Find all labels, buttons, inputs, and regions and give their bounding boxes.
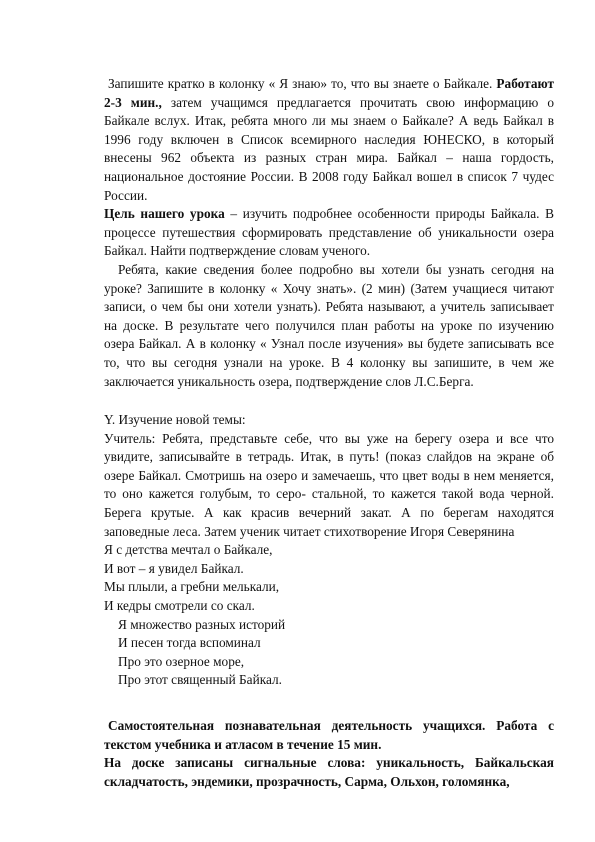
poem-line: Я множество разных историй (118, 616, 286, 632)
instruction-know: Запишите кратко в колонку « Я знаю» то, что вы знаете о Байкале. (108, 76, 493, 91)
lesson-goal-text: – изучить подробнее особенности природы Байкала. В процессе путешествия сформировать представление об уникальности озера Байкал. Найти подтверждение словам ученого. (104, 206, 554, 259)
paragraph-independent-work (104, 717, 554, 754)
paragraph-know-column (104, 75, 554, 205)
poem (104, 541, 554, 690)
want-to-know-text: Ребята, какие сведения более подробно вы хотели бы узнать сегодня на уроке? Запишите в колонку « Хочу знать». (2 мин) (Затем учащиеся читают записи, о чем бы они хотели узнать). Ребята называют, а учитель записывает на доске. В результате чего получился план работы на уроке по изучению озера Байкал. А в колонку « Узнал после изучения» вы будете записывать все то, что вы сегодня узнали на уроке. В 4 колонку вы запишите, в чем же заключается уникальность озера, подтверждение слов Л.С.Берга. (104, 261, 554, 389)
paragraph-teacher: Учитель: Ребята, представьте себе, что вы уже на берегу озера и все что увидите, записывайте в тетрадь. Итак, в путь! (показ слайдов на экране об озере Байкал. Смотришь на озеро и замечаешь, что цвет воды в нем меняется, то оно кажется голубым, то серо- стальной, то кажется такой вода черной. Берега крутые. А как красив вечерний закат. А по берегам находятся заповедные леса. Затем ученик читает стихотворение Игоря Северянина (104, 430, 554, 539)
poem-line: И вот – я увидел Байкал. (104, 560, 244, 576)
paragraph-lesson-goal (104, 205, 554, 261)
paragraph-want-to-know (104, 261, 554, 391)
lesson-goal-label: Цель нашего урока (104, 206, 225, 222)
independent-work-text: Самостоятельная познавательная деятельность учащихся. Работа с текстом учебника и атласом в течение 15 мин. (104, 718, 554, 752)
poem-line: И кедры смотрели со скал. (104, 598, 255, 614)
poem-line: И песен тогда вспоминал (118, 635, 261, 651)
section-heading: Y. Изучение новой темы: (104, 412, 246, 428)
paragraph-signal-words: На доске записаны сигнальные слова: уникальность, Байкальская складчатость, эндемики, прозрачность, Сарма, Ольхон, голомянка, (104, 755, 554, 789)
poem-line: Я с детства мечтал о Байкале, (104, 542, 273, 558)
poem-line: Мы плыли, а гребни мелькали, (104, 579, 280, 595)
work-time-bold: Работают 2-3 мин., (104, 76, 554, 110)
poem-line: Про это озерное море, (118, 653, 245, 669)
paragraph-baikal-unesco: затем учащимся предлагается прочитать свою информацию о Байкале вслух. Итак, ребята много ли мы знаем о Байкале? А ведь Байкал в 1996 году включен в Список всемирного наследия ЮНЕСКО, в который внесены 962 объекта из разных стран мира. Байкал – наша гордость, национальное достояние России. В 2008 году Байкал вошел в список 7 чудес России. (104, 94, 554, 203)
poem-line: Про этот священный Байкал. (118, 672, 282, 688)
document-page (104, 75, 554, 791)
